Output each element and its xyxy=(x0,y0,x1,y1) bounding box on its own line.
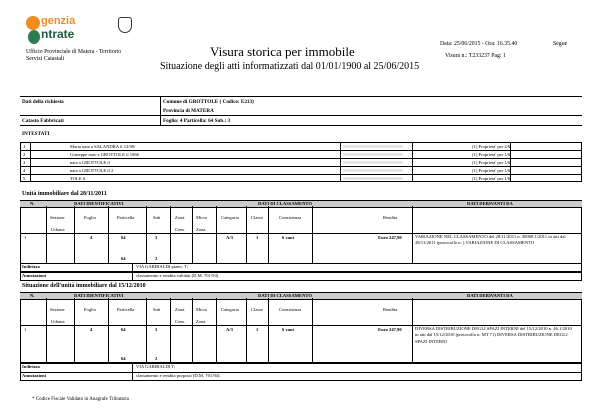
unit1-col-derivanti: DATI DERIVANTI DA xyxy=(467,201,513,206)
unit1-annot-row xyxy=(20,272,582,281)
office-service: Servizi Catastali xyxy=(26,56,65,62)
unit1-sub: 3 xyxy=(155,235,158,240)
logo-e-icon xyxy=(28,30,40,44)
catasto-label: Catasto Fabbricati xyxy=(22,118,64,124)
intestato-row-1-name: Maria nata a SALANDRA il 12/09/ xyxy=(70,143,136,149)
unit2-h-categoria: Categoria xyxy=(221,307,239,312)
unit2-h-zona2: Zona xyxy=(196,319,206,324)
unit1-h-micro: Micro xyxy=(196,215,208,220)
office-name: Ufficio Provinciale di Matera - Territorio xyxy=(26,49,122,55)
unit2-h-sezione: Sezione xyxy=(50,307,65,312)
unit2-annotazioni: classamento e rendita proposti (D.M. 701/94) xyxy=(136,373,220,378)
unit1-h-categoria: Categoria xyxy=(221,215,239,220)
unit2-foglio: 4 xyxy=(90,327,93,332)
print-date: Data: 25/06/2015 - Ora: 16.35.40 xyxy=(440,41,518,47)
unit1-annotazioni: classamento e rendita validati (D.M. 701/94) xyxy=(136,273,219,278)
unit2-h-sub: Sub xyxy=(153,307,161,312)
request-foglio: Foglio: 4 Particella: 64 Sub.: 3 xyxy=(163,118,231,124)
unit1-h-sub: Sub xyxy=(153,215,161,220)
unit1-h-foglio: Foglio xyxy=(84,215,96,220)
unit2-h-rendita: Rendita xyxy=(383,307,398,312)
unit1-h-zona: Zona xyxy=(175,215,185,220)
unit1-n: 1 xyxy=(24,235,27,240)
redacted-block xyxy=(343,177,403,180)
intestato-row-5-n: 5 xyxy=(23,175,26,181)
unit1-rendita: Euro 247,90 xyxy=(378,235,402,240)
unit2-h-cens: Cens. xyxy=(175,319,186,324)
unit1-h-consistenza: Consistenza xyxy=(279,215,302,220)
unit1-indirizzo-label: Indirizzo xyxy=(22,264,40,269)
segue-label: Segue xyxy=(553,41,568,47)
agency-logo xyxy=(26,16,136,46)
unit2-sub-2: 2 xyxy=(155,356,158,361)
unit2-categoria: A/3 xyxy=(226,327,233,332)
footer-note: * Codice Fiscale Validato in Anagrafe Tributaria xyxy=(32,397,129,402)
unit1-h-cens: Cens. xyxy=(175,227,186,232)
unit2-derivanti: DIVERSA DISTRIBUZIONE DEGLI SPAZI INTERNI del 15/12/2010 n. 46.1/2010 in atti dal 15/12/2010 (protocollo n. MT 71) DIVERSA DISTRIBUZIONE DEGLI SPAZI INTERNI xyxy=(415,326,572,344)
unit1-particella: 64 xyxy=(121,235,126,240)
unit1-categoria: A/3 xyxy=(226,235,233,240)
intestato-row-1-right: (1) Proprieta' per 2/6 xyxy=(472,143,511,149)
unit2-h-particella: Particella xyxy=(117,307,135,312)
emblem-icon xyxy=(118,17,132,33)
unit2-col-identificativi: DATI IDENTIFICATIVI xyxy=(74,293,124,298)
logo-entrate-text: ntrate xyxy=(41,27,75,41)
unit2-annot-row xyxy=(20,363,582,381)
unit1-particella-2: 64 xyxy=(121,256,126,261)
unit1-h-urbana: Urbana xyxy=(51,227,65,232)
unit1-indirizzo: VIA GARIBALDI piano: T; xyxy=(136,264,188,269)
unit1-h-rendita: Rendita xyxy=(383,215,398,220)
intestato-row-4-right: (1) Proprieta' per 1/6 xyxy=(472,167,511,173)
unit2-col-n: N. xyxy=(30,293,35,298)
unit2-indirizzo: VIA GARIBALDI T; xyxy=(136,364,176,369)
unit1-col-classamento: DATI DI CLASSAMENTO xyxy=(258,201,312,206)
intestato-row-2-n: 2 xyxy=(23,151,26,157)
unit2-indirizzo-label: Indirizzo xyxy=(22,364,40,369)
unit1-sub-2: 2 xyxy=(155,256,158,261)
unit2-consistenza: 6 vani xyxy=(282,327,294,332)
request-label: Dati della richiesta xyxy=(22,99,64,105)
unit2-rendita: Euro 247,90 xyxy=(378,327,402,332)
unit1-foglio: 4 xyxy=(90,235,93,240)
intestato-row-3-name: nata a GROTTOLE il xyxy=(70,159,110,165)
intestato-row-4-n: 4 xyxy=(23,167,26,173)
unit2-h-consistenza: Consistenza xyxy=(279,307,302,312)
unit2-h-zona: Zona xyxy=(175,307,185,312)
page-title: Visura storica per immobile xyxy=(210,44,355,59)
intestato-row-2-name: Giuseppe nato a GROTTOLE il 1966 xyxy=(70,151,139,157)
intestato-row-5-right: (1) Proprieta' per 1/6 xyxy=(472,175,511,181)
visura-number: Visura n.: T233237 Pag: 1 xyxy=(445,53,506,59)
page-subtitle: Situazione degli atti informatizzati dal 01/01/1900 al 25/06/2015 xyxy=(160,61,420,72)
redacted-block xyxy=(343,145,403,148)
unit2-classe: 1 xyxy=(256,327,259,332)
unit1-h-classe: Classe xyxy=(251,215,263,220)
unit2-col-classamento: DATI DI CLASSAMENTO xyxy=(258,293,312,298)
redacted-block xyxy=(343,153,403,156)
unit2-h-classe: Classe xyxy=(251,307,263,312)
unit1-h-zona2: Zona xyxy=(196,227,206,232)
unit2-h-micro: Micro xyxy=(196,307,208,312)
unit2-title: Situazione dell'unità immobiliare dal 15/12/2010 xyxy=(22,283,146,289)
unit2-h-foglio: Foglio xyxy=(84,307,96,312)
unit2-h-urbana: Urbana xyxy=(51,319,65,324)
unit1-h-particella: Particella xyxy=(117,215,135,220)
unit2-annotazioni-label: Annotazioni xyxy=(22,373,46,378)
logo-a-icon xyxy=(26,16,40,30)
intestato-row-2-right: (1) Proprieta' per 1/6 xyxy=(472,151,511,157)
logo-agenzia-text: genzia xyxy=(41,15,76,27)
unit1-title: Unità immobiliare dal 28/11/2011 xyxy=(22,191,107,197)
unit2-sub: 3 xyxy=(155,327,158,332)
unit1-derivanti: VARIAZIONE NEL CLASSAMENTO del 28/11/2011 n. 38008.1/2011 in atti dal 28/11/2011 (protocollo n. ) VARIAZIONE DI CLASSAMENTO xyxy=(415,234,566,246)
intestato-row-5-name: TOLE il xyxy=(70,175,86,181)
unit2-particella-2: 64 xyxy=(121,356,126,361)
unit1-consistenza: 6 vani xyxy=(282,235,294,240)
request-provincia: Provincia di MATERA xyxy=(163,108,214,114)
redacted-block xyxy=(343,169,403,172)
unit2-particella: 64 xyxy=(121,327,126,332)
intestato-row-1-n: 1 xyxy=(23,143,26,149)
intestato-row-3-right: (1) Proprieta' per 1/6 xyxy=(472,159,511,165)
unit1-col-identificativi: DATI IDENTIFICATIVI xyxy=(74,201,124,206)
redacted-block xyxy=(343,161,403,164)
unit1-annotazioni-label: Annotazioni xyxy=(22,273,46,278)
unit1-col-n: N. xyxy=(30,201,35,206)
request-comune: Comune di GROTTOLE ( Codice: E213) xyxy=(163,99,254,105)
unit1-h-sezione: Sezione xyxy=(50,215,65,220)
unit1-classe: 1 xyxy=(256,235,259,240)
intestati-title: INTESTATI xyxy=(22,131,50,137)
intestato-row-4-name: nata a GROTTOLE il 2 xyxy=(70,167,114,173)
unit2-col-derivanti: DATI DERIVANTI DA xyxy=(467,293,513,298)
intestato-row-3-n: 3 xyxy=(23,159,26,165)
unit2-n: 1 xyxy=(24,327,27,332)
